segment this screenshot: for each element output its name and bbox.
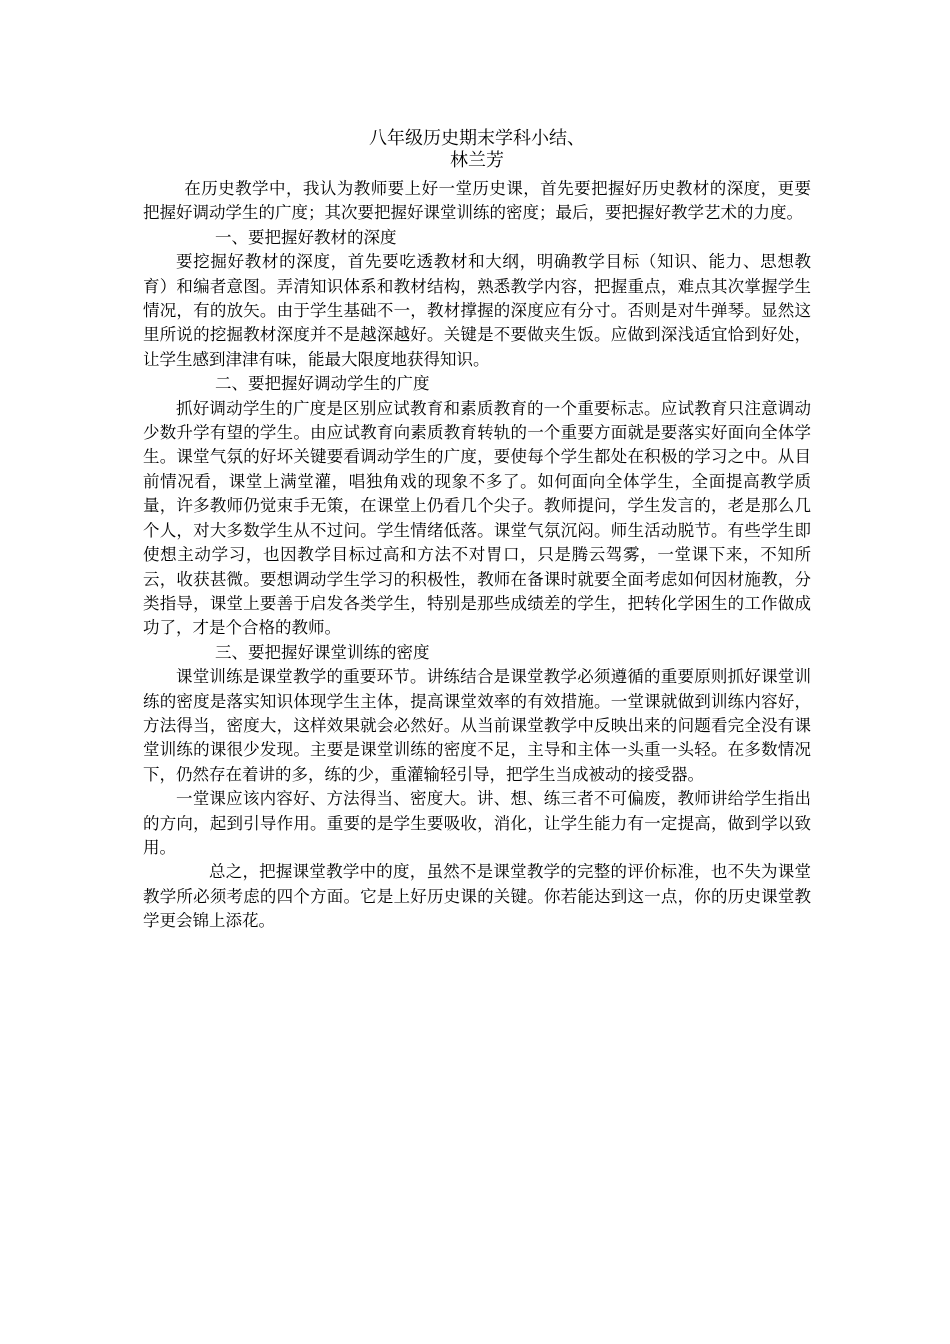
author-name: 林兰芳 bbox=[450, 150, 504, 171]
conclusion-paragraph: 总之，把握课堂教学中的度，虽然不是课堂教学的完整的评价标准，也不失为课堂教学所必须考虑的四个方面。它是上好历史课的关键。你若能达到这一点，你的历史课堂教学更会锦上添花。 bbox=[143, 862, 811, 931]
section-2-paragraph: 抓好调动学生的广度是区别应试教育和素质教育的一个重要标志。应试教育只注意调动少数升学有望的学生。由应试教育向素质教育转轨的一个重要方面就是要落实好面向全体学生。课堂气氛的好坏关键要看调动学生的广度，要使每个学生都处在积极的学习之中。从目前情况看，课堂上满堂灌，唱独角戏的现象不多了。如何面向全体学生，全面提高教学质量，许多教师仍觉束手无策，在课堂上仍看几个尖子。教师提问，学生发言的，老是那么几个人，对大多数学生从不过问。学生情绪低落。课堂气氛沉闷。师生活动脱节。有些学生即使想主动学习，也因教学目标过高和方法不对胃口，只是腾云驾雾，一堂课下来，不知所云，收获甚微。要想调动学生学习的积极性，教师在备课时就要全面考虑如何因材施教，分类指导，课堂上要善于启发各类学生，特别是那些成绩差的学生，把转化学困生的工作做成功了，才是个合格的教师。 bbox=[143, 398, 811, 638]
section-3-paragraph-2: 一堂课应该内容好、方法得当、密度大。讲、想、练三者不可偏废，教师讲给学生指出的方向，起到引导作用。重要的是学生要吸收，消化，让学生能力有一定提高，做到学以致用。 bbox=[143, 789, 811, 857]
document-body bbox=[143, 177, 811, 934]
intro-paragraph: 在历史教学中，我认为教师要上好一堂历史课，首先要把握好历史教材的深度，更要把握好调动学生的广度；其次要把握好课堂训练的密度；最后，要把握好教学艺术的力度。 bbox=[143, 179, 811, 223]
section-heading-2: 二、要把握好调动学生的广度 bbox=[215, 374, 430, 394]
document-page bbox=[143, 0, 811, 1344]
section-3-paragraph-1: 课堂训练是课堂教学的重要环节。讲练结合是课堂教学必须遵循的重要原则抓好课堂训练的密度是落实知识体现学生主体，提高课堂效率的有效措施。一堂课就做到训练内容好，方法得当，密度大，这样效果就会必然好。从当前课堂教学中反映出来的问题看完全没有课堂训练的课很少发现。主要是课堂训练的密度不足，主导和主体一头重一头轻。在多数情况下，仍然存在着讲的多，练的少，重灌输轻引导，把学生当成被动的接受器。 bbox=[143, 667, 811, 784]
section-1-paragraph: 要挖掘好教材的深度，首先要吃透教材和大纲，明确教学目标（知识、能力、思想教育）和编者意图。弄清知识体系和教材结构，熟悉教学内容，把握重点，难点其次掌握学生情况，有的放矢。由于学生基础不一，教材撑握的深度应有分寸。否则是对牛弹琴。显然这里所说的挖掘教材深度并不是越深越好。关键是不要做夹生饭。应做到深浅适宜恰到好处，让学生感到津津有味，能最大限度地获得知识。 bbox=[143, 252, 811, 369]
document-title: 八年级历史期末学科小结、 bbox=[369, 128, 585, 149]
section-heading-1: 一、要把握好教材的深度 bbox=[215, 227, 397, 247]
section-heading-3: 三、要把握好课堂训练的密度 bbox=[215, 642, 430, 662]
